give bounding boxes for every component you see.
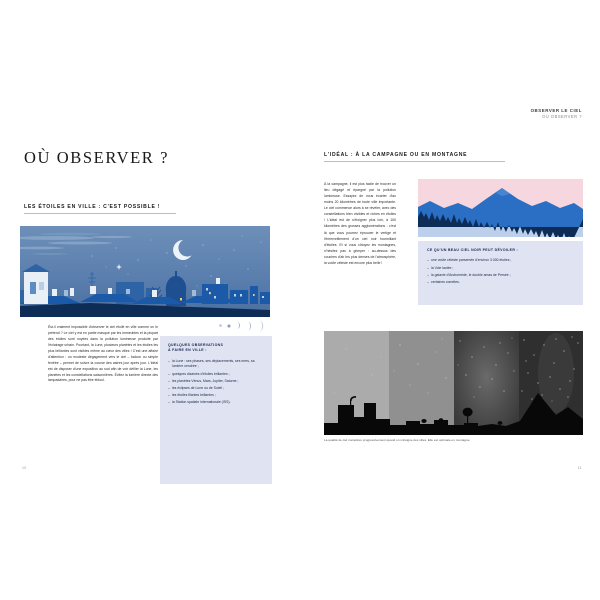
- list-item: – les planètes Vénus, Mars, Jupiter, Saturne ;: [168, 379, 265, 385]
- running-head-sub: OÙ OBSERVER ?: [542, 114, 582, 120]
- page-gutter: [299, 95, 301, 490]
- list-item: – la galaxie d'Andromède, le double amas de Persée ;: [427, 273, 575, 279]
- page-number-right: 11: [577, 466, 582, 470]
- right-body-text: [324, 181, 396, 266]
- section-heading-countryside: L'IDÉAL : À LA CAMPAGNE OU EN MONTAGNE: [324, 152, 468, 158]
- running-head: [531, 108, 582, 120]
- photo-caption: La qualité de ciel s'améliore progressivement quand on s'éloigne des villes. Elle est optimale en montagne.: [324, 438, 471, 442]
- list-item: – la Voie lactée ;: [427, 266, 575, 272]
- new-moon-icon: [218, 323, 223, 328]
- moon-phases-row: [166, 317, 270, 334]
- page-number-left: 10: [22, 466, 27, 470]
- info-box-title: [168, 343, 265, 354]
- list-item: – les étoiles filantes brillantes ;: [168, 393, 265, 399]
- list-item: – certaines comètes.: [427, 280, 575, 286]
- info-box-title: CE QU'UN BEAU CIEL NOIR PEUT DÉVOILER :: [427, 248, 519, 252]
- mountain-forest-illustration: [418, 179, 583, 237]
- list-item: – la Station spatiale internationale (ISS).: [168, 400, 265, 406]
- section-heading-city-stars: LES ÉTOILES EN VILLE : C'EST POSSIBLE !: [24, 204, 161, 210]
- city-rooftops-night-illustration: [20, 226, 270, 317]
- list-item: – la Lune : ses phases, ses déplacements, ses mers, sa lumière cendrée ;: [168, 359, 265, 370]
- left-body-paragraph: Ést-il vraiment impossible d'observer le ciel étoilé en ville comme on le prétend ? Le ciel y est en partie masqué par les immeubles et la plupart des étoiles sont noyées dans la pollution lumineuse produite par l'éclairage urbain. Pourtant, la Lune, plusieurs planètes et les étoiles les plus brillantes sont visibles même au cœur des villes ! C'est une affaire d'attention : un modeste dégagement vers le ciel – balcon ou simple fenêtre – permet de suivre la course des astres jour après jour. L'idéal est de disposer d'une exposition au sud afin de voir défiler la Lune, les planètes et les constellations saisonnières. Évitez la lumière directe des lampadaires, pour ne pas être éblouî.: [48, 325, 158, 383]
- page-title: OÙ OBSERVER ?: [24, 148, 170, 167]
- right-page: [304, 95, 594, 490]
- info-box-list: [427, 258, 575, 285]
- list-item: – quelques dizaines d'étoiles brillantes ;: [168, 372, 265, 378]
- first-quarter-icon: [258, 319, 267, 333]
- right-body-paragraph: À la campagne, il est plus facile de trouver un lieu dégagé et épargné par la pollution lumineuse. Essayez de vous écarter d'au moins 20 kilomètres de toute ville importante. Le ciel commence alors à se révéler, avec des constellations bien visibles et riches en étoiles ! L'idéal est de s'éloigner plus loin, à 100 kilomètres des grosses agglomérations : c'est là que vous pourrez éprouver le vertige et l'émerveillement d'un ciel noir fourmillant d'étoiles. Et si vous côtoyez les montagnes, n'hésitez pas à grimper : au-dessus des couches d'air les plus denses de l'atmosphère, la voûte céleste est encore plus belle !: [324, 182, 396, 265]
- info-box-title-line-2: À FAIRE EN VILLE :: [168, 348, 207, 353]
- info-box-dark-sky-reveals: [418, 241, 583, 305]
- list-item: – les éclipses de Lune ou de Soleil ;: [168, 386, 265, 392]
- waxing-crescent-small-icon: [226, 323, 232, 329]
- light-pollution-gradient-photo: [324, 331, 583, 435]
- list-item: – une voûte céleste parsemée d'environ 3 000 étoiles ;: [427, 258, 575, 264]
- left-page: [10, 95, 300, 490]
- running-head-main: OBSERVER LE CIEL: [530, 108, 582, 113]
- info-box-list: [168, 359, 265, 406]
- section-rule: [324, 161, 505, 162]
- left-body-text: [48, 325, 158, 386]
- waxing-crescent-large-icon: [246, 320, 255, 332]
- section-rule: [24, 213, 176, 214]
- info-box-title-line-1: QUELQUES OBSERVATIONS: [168, 343, 224, 347]
- info-box-city-observations: [160, 336, 272, 484]
- waxing-crescent-icon: [235, 321, 243, 330]
